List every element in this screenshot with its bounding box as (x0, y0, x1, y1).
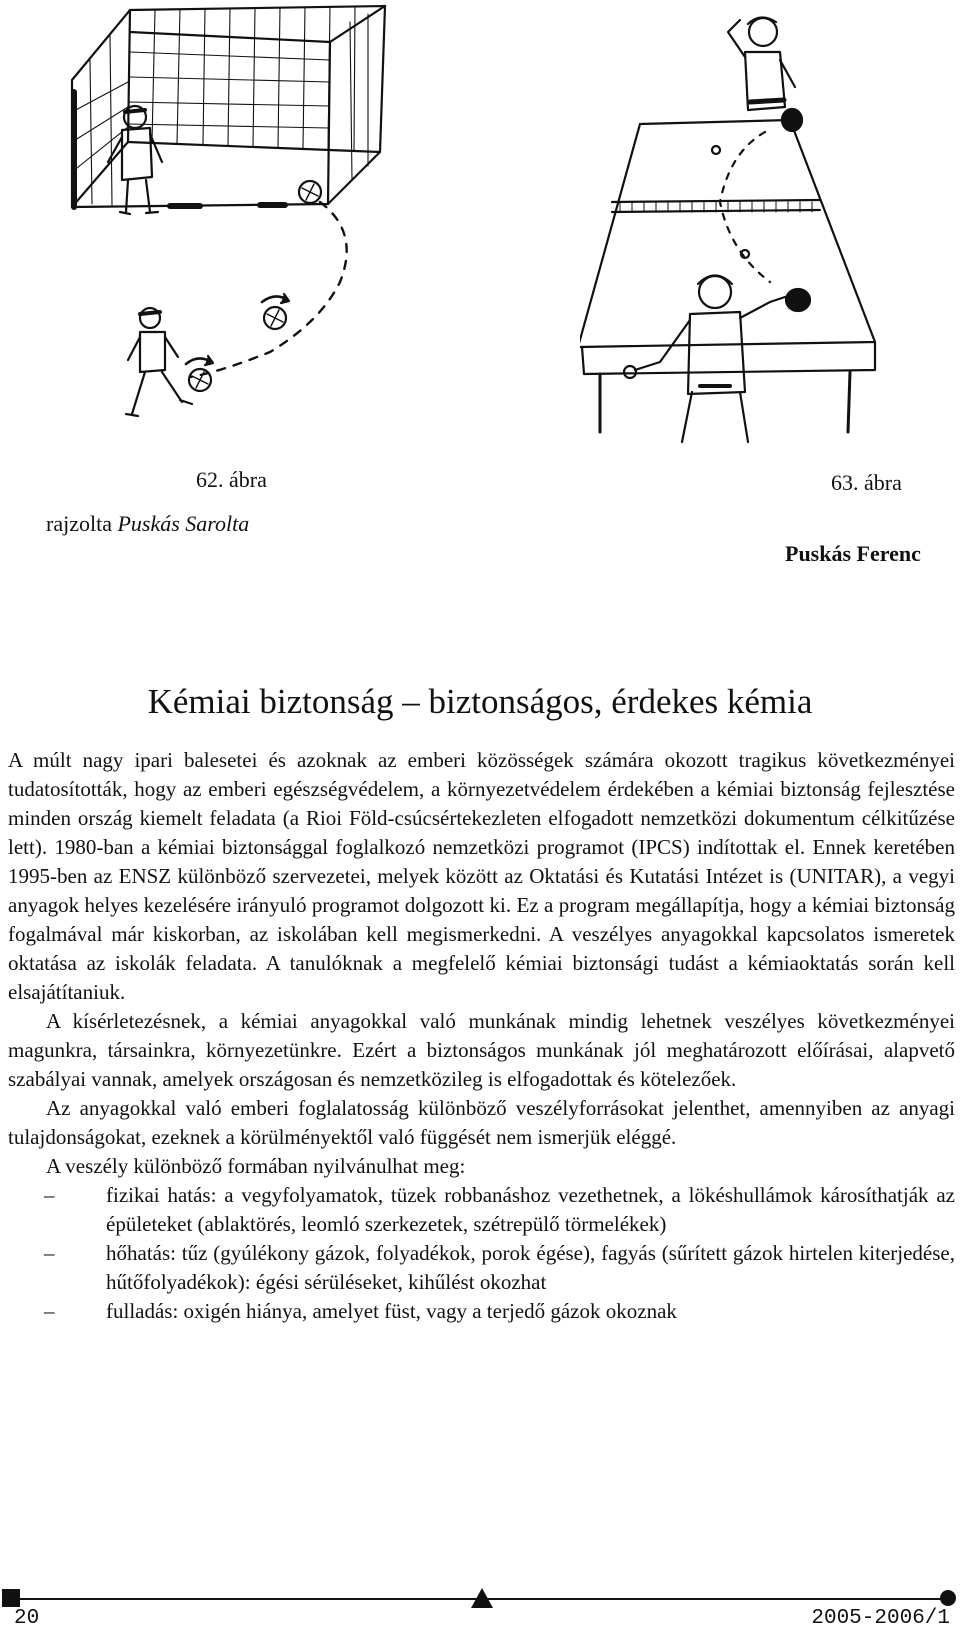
list-dash-marker: – (44, 1241, 55, 1265)
credit-artist-name: Puskás Sarolta (117, 511, 250, 536)
figure-62-credit (46, 511, 249, 537)
list-item-text: fizikai hatás: a vegyfolyamatok, tüzek robbanáshoz vezethetnek, a lökéshullámok károsíthatják az épületeket (ablaktörés, leomló szerkezetek, szétrepülő törmelékek) (106, 1183, 955, 1236)
article-body (8, 746, 955, 1326)
figure-63-caption: 63. ábra (831, 470, 902, 495)
hazard-list (8, 1181, 955, 1326)
paragraph: A veszély különböző formában nyilvánulhat meg: (46, 1154, 466, 1178)
list-item (8, 1239, 955, 1297)
list-dash-marker: – (44, 1299, 55, 1323)
list-item (8, 1181, 955, 1239)
figure-63-author: Puskás Ferenc (785, 541, 921, 566)
list-item-text: hőhatás: tűz (gyúlékony gázok, folyadékok, porok égése), fagyás (sűrített gázok hirtelen kiterjedése, hűtőfolyadékok): égési sérüléseket, kihűlést okozhat (106, 1241, 955, 1294)
page-number: 20 (14, 1607, 40, 1630)
list-item (8, 1297, 955, 1326)
list-dash-marker: – (44, 1183, 55, 1207)
square-icon (2, 1589, 20, 1607)
paragraph: A múlt nagy ipari balesetei és azoknak az emberi közösségek számára okozott tragikus következményei tudatosították, hogy az emberi egészségvédelem, a környezetvédelem érdekében a kémiai biztonság fejlesztése minden ország kiemelt feladata (a Rioi Föld-csúcsértekezleten elfogadott nemzetközi dokumentum célkitűzése lett). 1980-ban a kémiai biztonsággal foglalkozó nemzetközi programot (IPCS) indítottak el. Ennek keretében 1995-ben az ENSZ különböző szervezetei, melyek között az Oktatási és Kutatási Intézet is (UNITAR), a vegyi anyagok helyes kezelésére irányuló programot dolgozott ki. Ez a program megállapítja, hogy a kémiai biztonság fogalmával már kiskorban, az iskolában kell megismerkedni. A veszélyes anyagokkal kapcsolatos ismeretek oktatása az iskolák feladata. A tanulóknak a megfelelő kémiai biztonsági tudást a kémiaoktatás során kell elsajátítaniuk. (8, 748, 955, 1004)
figure-62-caption: 62. ábra (196, 467, 267, 492)
issue-number: 2005-2006/1 (811, 1607, 950, 1630)
paragraph: Az anyagokkal való emberi foglalatosság különböző veszélyforrásokat jelenthet, amennyiben az anyagi tulajdonságokat, ezeknek a körülményektől való függését nem ismerjük eléggé. (8, 1096, 955, 1149)
figure-62-soccer-drawing (70, 2, 400, 442)
triangle-icon (471, 1588, 493, 1608)
paragraph: A kísérletezésnek, a kémiai anyagokkal való munkának mindig lehetnek veszélyes következményei magunkra, társainkra, környezetünkre. Ezért a biztonságos munkának jól meghatározott előírásai, alapvető szabályai vannak, amelyek országosan és nemzetközileg is elfogadottak és kötelezőek. (8, 1009, 955, 1091)
list-item-text: fulladás: oxigén hiánya, amelyet füst, vagy a terjedő gázok okoznak (106, 1299, 677, 1323)
page-footer (0, 1586, 960, 1630)
circle-icon (940, 1590, 956, 1606)
figure-63-table-tennis-drawing (580, 2, 880, 452)
credit-prefix: rajzolta (46, 511, 118, 536)
article-title: Kémiai biztonság – biztonságos, érdekes kémia (147, 682, 813, 721)
